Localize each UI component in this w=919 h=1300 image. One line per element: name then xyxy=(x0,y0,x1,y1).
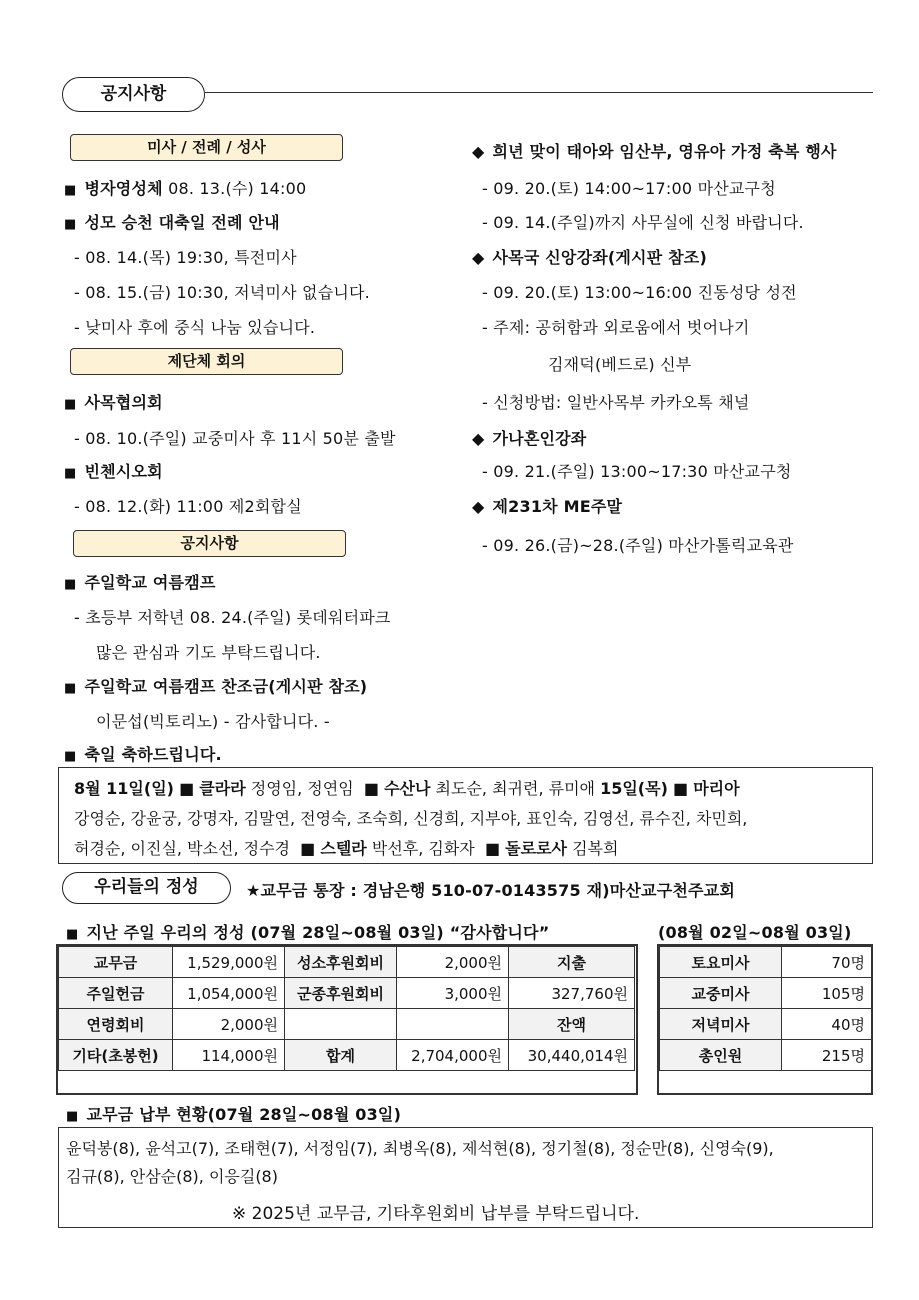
square-bullet-icon: ■ xyxy=(484,839,501,858)
table-cell: 2,704,000원 xyxy=(397,1040,509,1071)
attendance-value: 70명 xyxy=(782,947,872,978)
account-info: ★교무금 통장 : 경남은행 510-07-0143575 재)마산교구천주교회 xyxy=(246,881,735,900)
notice-header: 공지사항 xyxy=(62,77,205,112)
table-cell: 기타(초봉헌) xyxy=(59,1040,173,1071)
lunch-line: - 낮미사 후에 중식 나눔 있습니다. xyxy=(74,318,316,337)
feast-line-2: 강영순, 강윤궁, 강명자, 김말연, 전영숙, 조숙희, 신경희, 지부야, 표인숙, 김영선, 류수진, 차민희, xyxy=(74,809,748,828)
table-cell: 군종후원회비 xyxy=(285,978,397,1009)
square-bullet-icon: ■ xyxy=(672,779,689,798)
attendance-value: 215명 xyxy=(782,1040,872,1071)
table-cell: 주일헌금 xyxy=(59,978,173,1009)
faith-lecture-topic: - 주제: 공허함과 외로움에서 벗어나기 xyxy=(482,318,750,337)
dues-heading: ■ 교무금 납부 현황(07월 28일~08월 03일) xyxy=(66,1105,402,1124)
diamond-bullet-icon: ◆ xyxy=(472,497,485,516)
square-bullet-icon: ■ xyxy=(64,466,77,481)
square-bullet-icon: ■ xyxy=(66,1109,79,1124)
square-bullet-icon: ■ xyxy=(64,577,77,592)
faith-lecture-date: - 09. 20.(토) 13:00~16:00 진동성당 성전 xyxy=(482,283,797,302)
table-cell: 합계 xyxy=(285,1040,397,1071)
table-cell: 성소후원회비 xyxy=(285,947,397,978)
camp-donation-detail: 이문섭(빅토리노) - 감사합니다. - xyxy=(96,712,330,731)
attendance-label: 토요미사 xyxy=(660,947,782,978)
table-row xyxy=(660,978,872,1009)
summer-camp-heading: ■ 주일학교 여름캠프 xyxy=(64,573,216,592)
square-bullet-icon: ■ xyxy=(64,749,77,764)
pastoral-council-detail: - 08. 10.(주일) 교중미사 후 11시 50분 출발 xyxy=(74,429,396,448)
table-cell: 지출 xyxy=(509,947,635,978)
table-row xyxy=(660,1040,872,1071)
offering-header: 우리들의 정성 xyxy=(62,872,231,904)
dues-line-2: 김규(8), 안삼순(8), 이응길(8) xyxy=(66,1167,278,1186)
attendance-label: 교중미사 xyxy=(660,978,782,1009)
dues-note: ※ 2025년 교무금, 기타후원회비 납부를 부탁드립니다. xyxy=(232,1204,640,1224)
table-row xyxy=(660,1009,872,1040)
table-row xyxy=(59,978,635,1009)
offering-table xyxy=(58,946,635,1071)
header-rule xyxy=(205,92,873,93)
table-cell: 2,000원 xyxy=(397,947,509,978)
square-bullet-icon: ■ xyxy=(64,217,77,232)
attendance-value: 105명 xyxy=(782,978,872,1009)
pastoral-council-heading: ■ 사목협의회 xyxy=(64,393,163,412)
cana-lecture-date: - 09. 21.(주일) 13:00~17:30 마산교구청 xyxy=(482,462,792,481)
square-bullet-icon: ■ xyxy=(300,839,316,858)
attendance-value: 40명 xyxy=(782,1009,872,1040)
jubilee-blessing-apply: - 09. 14.(주일)까지 사무실에 신청 바랍니다. xyxy=(482,213,804,232)
diamond-bullet-icon: ◆ xyxy=(472,248,485,267)
table-cell: 2,000원 xyxy=(173,1009,285,1040)
jubilee-blessing-date: - 09. 20.(토) 14:00~17:00 마산교구청 xyxy=(482,179,776,198)
vincent-detail: - 08. 12.(화) 11:00 제2회합실 xyxy=(74,497,302,516)
table-cell xyxy=(397,1009,509,1040)
attendance-title: (08월 02일~08월 03일) xyxy=(658,923,852,942)
jubilee-blessing-heading: ◆ 희년 맞이 태아와 임산부, 영유아 가정 축복 행사 xyxy=(472,142,837,161)
feast-congrats-heading: ■ 축일 축하드립니다. xyxy=(64,745,222,764)
table-row xyxy=(660,947,872,978)
sick-communion-line: ■ 병자영성체 08. 13.(수) 14:00 xyxy=(64,179,307,198)
table-row xyxy=(59,947,635,978)
weekly-offering-title: ■ 지난 주일 우리의 정성 (07월 28일~08월 03일) “감사합니다” xyxy=(66,923,550,942)
faith-lecture-method: - 신청방법: 일반사목부 카카오톡 채널 xyxy=(482,393,750,412)
table-cell: 327,760원 xyxy=(509,978,635,1009)
square-bullet-icon: ■ xyxy=(64,681,77,696)
me-weekend-date: - 09. 26.(금)~28.(주일) 마산가톨릭교육관 xyxy=(482,536,794,555)
faith-lecture-heading: ◆ 사목국 신앙강좌(게시판 참조) xyxy=(472,248,707,267)
summer-camp-request: 많은 관심과 기도 부탁드립니다. xyxy=(96,643,321,662)
assumption-heading: ■ 성모 승천 대축일 전례 안내 xyxy=(64,213,280,232)
faith-lecture-speaker: 김재덕(베드로) 신부 xyxy=(548,355,692,374)
dues-line-1: 윤덕봉(8), 윤석고(7), 조태현(7), 서정임(7), 최병옥(8), 제석현(8), 정기철(8), 정순만(8), 신영숙(9), xyxy=(66,1139,774,1158)
feast-line-1: 8월 11일(일) ■ 클라라 정영임, 정연임 ■ 수산나 최도순, 최귀련, 류미애 15일(목) ■ 마리아 xyxy=(74,779,740,798)
table-row xyxy=(59,1009,635,1040)
me-weekend-heading: ◆ 제231차 ME주말 xyxy=(472,497,623,516)
vigil-mass-line: - 08. 14.(목) 19:30, 특전미사 xyxy=(74,248,297,267)
table-cell: 3,000원 xyxy=(397,978,509,1009)
cana-lecture-heading: ◆ 가나혼인강좌 xyxy=(472,429,587,448)
table-cell: 잔액 xyxy=(509,1009,635,1040)
table-cell: 114,000원 xyxy=(173,1040,285,1071)
council-section-box: 제단체 회의 xyxy=(70,348,343,375)
table-cell: 1,529,000원 xyxy=(173,947,285,978)
table-cell: 교무금 xyxy=(59,947,173,978)
square-bullet-icon: ■ xyxy=(363,779,379,798)
diamond-bullet-icon: ◆ xyxy=(472,142,485,161)
attendance-label: 총인원 xyxy=(660,1040,782,1071)
table-cell: 30,440,014원 xyxy=(509,1040,635,1071)
table-cell: 연령회비 xyxy=(59,1009,173,1040)
square-bullet-icon: ■ xyxy=(64,397,77,412)
summer-camp-detail: - 초등부 저학년 08. 24.(주일) 롯데워터파크 xyxy=(74,608,391,627)
square-bullet-icon: ■ xyxy=(179,779,195,798)
vincent-heading: ■ 빈첸시오회 xyxy=(64,462,163,481)
square-bullet-icon: ■ xyxy=(64,183,77,198)
feast-mass-line: - 08. 15.(금) 10:30, 저녁미사 없습니다. xyxy=(74,283,370,302)
table-cell xyxy=(285,1009,397,1040)
notice-section-box: 공지사항 xyxy=(73,530,346,557)
camp-donation-heading: ■ 주일학교 여름캠프 찬조금(게시판 참조) xyxy=(64,677,368,696)
liturgy-section-box: 미사 / 전례 / 성사 xyxy=(70,134,343,161)
attendance-table xyxy=(659,946,872,1071)
table-row xyxy=(59,1040,635,1071)
attendance-label: 저녁미사 xyxy=(660,1009,782,1040)
diamond-bullet-icon: ◆ xyxy=(472,429,485,448)
table-cell: 1,054,000원 xyxy=(173,978,285,1009)
square-bullet-icon: ■ xyxy=(66,927,79,942)
feast-line-3: 허경순, 이진실, 박소선, 정수경 ■ 스텔라 박선후, 김화자 ■ 돌로로사 김복희 xyxy=(74,839,619,858)
